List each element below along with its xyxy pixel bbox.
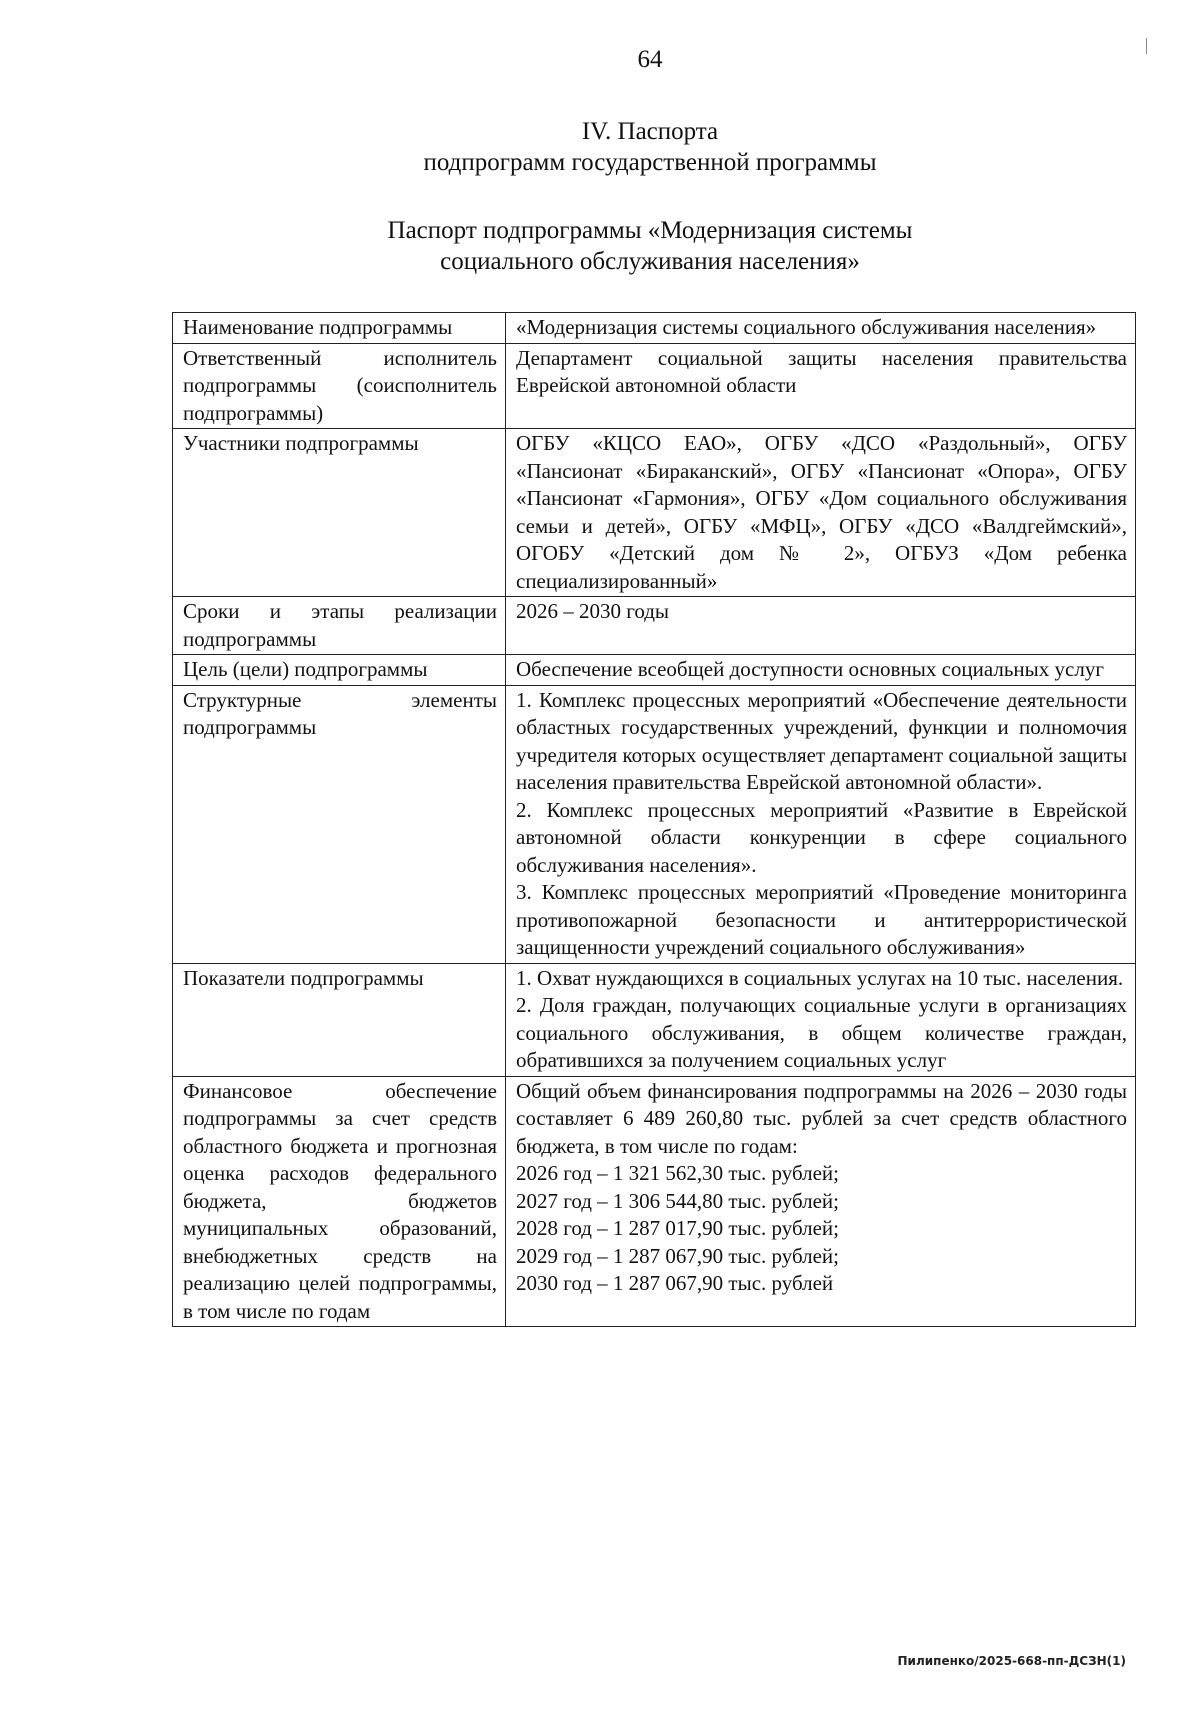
passport-title-line1: Паспорт подпрограммы «Модернизация системы (387, 217, 913, 244)
list-item: 3. Комплекс процессных мероприятий «Проведение мониторинга противопожарной безопасности и антитеррористической защищенности учреждений социального обслуживания» (516, 880, 1127, 959)
row-value (506, 963, 1136, 1076)
section-heading-line1: IV. Паспорта (581, 118, 719, 145)
row-label: Показатели подпрограммы (173, 963, 506, 1076)
list-item: 2. Доля граждан, получающих социальные услуги в организациях социального обслуживания, в общем количестве граждан, обратившихся за получением социальных услуг (516, 993, 1127, 1072)
funding-intro: Общий объем финансирования подпрограммы на 2026 – 2030 годы составляет 6 489 260,80 тыс. рублей за счет средств областного бюджета, в том числе по годам: (516, 1078, 1127, 1158)
funding-year: 2027 год – 1 306 544,80 тыс. рублей; (516, 1188, 840, 1213)
table-row (173, 597, 1136, 655)
funding-year: 2030 год – 1 287 067,90 тыс. рублей (516, 1271, 834, 1295)
table-row (173, 1076, 1136, 1327)
row-value: Обеспечение всеобщей доступности основных социальных услуг (506, 655, 1136, 686)
row-value: ОГБУ «КЦСО ЕАО», ОГБУ «ДСО «Раздольный», ОГБУ «Пансионат «Бираканский», ОГБУ «Пансионат «Опора», ОГБУ «Пансионат «Гармония», ОГБУ «Дом социального обслуживания семьи и детей», ОГБУ «МФЦ», ОГБУ «ДСО «Валдгеймский», ОГОБУ «Детский дом № 2», ОГБУЗ «Дом ребенка специализированный» (506, 429, 1136, 597)
row-label: Ответственный исполнитель подпрограммы (соисполнитель подпрограммы) (173, 343, 506, 429)
list-item: 2. Комплекс процессных мероприятий «Развитие в Еврейской автономной области конкуренции в сфере социального обслуживания населения». (516, 797, 1127, 877)
row-label: Сроки и этапы реализации подпрограммы (173, 597, 506, 655)
funding-year: 2028 год – 1 287 017,90 тыс. рублей; (516, 1216, 840, 1240)
funding-year: 2029 год – 1 287 067,90 тыс. рублей; (516, 1243, 840, 1268)
table-row (173, 655, 1136, 686)
list-item: 1. Комплекс процессных мероприятий «Обеспечение деятельности областных государственных учреждений, функции и полномочия учредителя которых осуществляет департамент социальной защиты населения правительства Еврейской автономной области». (516, 687, 1127, 794)
page-number: 64 (637, 46, 663, 73)
passport-title-line2: социального обслуживания населения» (440, 248, 860, 275)
row-label: Финансовое обеспечение подпрограммы за счет средств областного бюджета и прогнозная оценка расходов федерального бюджета, бюджетов муниципальных образований, внебюджетных средств на реализацию целей подпрограммы, в том числе по годам (173, 1076, 506, 1327)
table-row (173, 963, 1136, 1076)
row-value: 2026 – 2030 годы (506, 597, 1136, 655)
table-row (173, 685, 1136, 963)
row-value (506, 1076, 1136, 1327)
footer-stamp: Пилипенко/2025-668-пп-ДСЗН(1) (897, 1654, 1126, 1668)
margin-mark (1146, 38, 1147, 54)
row-label: Цель (цели) подпрограммы (173, 655, 506, 686)
row-label: Участники подпрограммы (173, 429, 506, 597)
row-label: Наименование подпрограммы (173, 313, 506, 344)
section-heading (0, 116, 1200, 178)
passport-title (0, 215, 1200, 277)
list-item: 1. Охват нуждающихся в социальных услугах на 10 тыс. населения. (516, 965, 1124, 990)
row-value (506, 685, 1136, 963)
table-row (173, 343, 1136, 429)
section-heading-line2: подпрограмм государственной программы (423, 149, 877, 176)
passport-table (172, 312, 1136, 1327)
row-value: Департамент социальной защиты населения правительства Еврейской автономной области (506, 343, 1136, 429)
table-row (173, 313, 1136, 344)
table-row (173, 429, 1136, 597)
row-label: Структурные элементы подпрограммы (173, 685, 506, 963)
row-value: «Модернизация системы социального обслуживания населения» (506, 313, 1136, 344)
funding-year: 2026 год – 1 321 562,30 тыс. рублей; (516, 1161, 840, 1185)
